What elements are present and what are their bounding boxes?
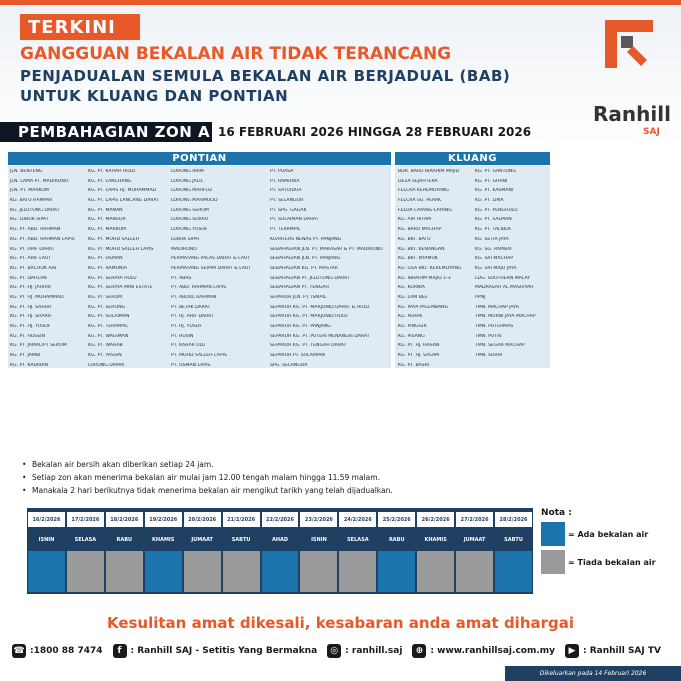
area-cell: KG. PISANG <box>398 333 425 339</box>
schedule-day <box>27 508 66 594</box>
area-column <box>88 169 159 372</box>
facebook-link[interactable] <box>113 644 318 658</box>
schedule-weekday: JUMAAT <box>184 530 221 549</box>
schedule-weekday: ISNIN <box>28 530 65 549</box>
schedule-date: 26/2/2026 <box>417 512 454 527</box>
area-cell: KG. PT. LAPIS HJ. MUHAMMAD <box>88 188 157 194</box>
area-cell: KG. PT. HJ. MUHAMMAD <box>10 294 64 300</box>
area-cell: PT. RAMUNIA <box>270 178 300 184</box>
logo-name: Ranhill <box>593 102 671 126</box>
schedule-date: 19/2/2026 <box>145 512 182 527</box>
area-cell: KG. AIR HITAM <box>398 217 432 223</box>
area-cell: KG. PT. SEROM <box>88 294 123 300</box>
area-cell: KG. PT. ABD. RAHMAN <box>10 227 61 233</box>
instagram-icon: ◎ <box>327 644 341 658</box>
legend <box>541 508 676 567</box>
area-cell: KG. PT. YASSIN <box>88 353 122 359</box>
note-item: • Bekalan air bersih akan diberikan setiap 24 jam. <box>22 458 582 471</box>
schedule-date: 17/2/2026 <box>67 512 104 527</box>
area-cell: KG. PT. HUSSIN <box>10 333 45 339</box>
terkini-badge: TERKINI <box>20 14 140 40</box>
facebook-icon: f <box>113 644 127 658</box>
schedule-day <box>144 508 183 594</box>
area-cell: KG. PT. LANCHANG <box>88 178 132 184</box>
no-supply-cell <box>417 551 454 592</box>
subtitle-line-1: PENJADUALAN SEMULA BEKALAN AIR BERJADUAL (BAB) <box>20 67 511 85</box>
area-cell: PT. OSMAN LAPIS <box>171 362 211 368</box>
area-cell: BDR. BARU IBRAHIM MAJID <box>398 169 460 174</box>
zone-dates: 16 FEBRUARI 2026 HINGGA 28 FEBRUARI 2026 <box>218 125 532 139</box>
kluang-header: KLUANG <box>395 152 550 165</box>
area-cell: KG. PT. BASRI <box>398 362 430 368</box>
area-cell: TMN. MURNI JAYA MACHAP <box>475 314 536 320</box>
schedule-day <box>222 508 261 594</box>
area-cell: KG. PT. MANSOR <box>88 217 126 223</box>
area-cell: KG. BARU MACHAP <box>398 227 442 233</box>
legend-no-supply <box>541 550 656 574</box>
area-cell: KG. KURNIA <box>398 285 425 291</box>
area-cell: PT. SPG. GAGAK <box>270 207 307 213</box>
schedule-weekday: SABTU <box>223 530 260 549</box>
area-cell: JLN. PT. MARKOM <box>10 188 49 194</box>
area-cell: KG. PT. MANAN <box>88 207 123 213</box>
ranhill-logo <box>593 20 671 138</box>
area-cell: SPG. SELANGOR <box>270 362 308 368</box>
area-cell: DESA SEJAHTERA <box>398 178 438 184</box>
area-cell: PT. SELANGOR <box>270 198 304 204</box>
area-cell: KG. PT. SERONG <box>88 304 126 310</box>
area-cell: PT. KAHAR ULU <box>171 343 206 349</box>
legend-no-supply-label: = Tiada bekalan air <box>568 557 656 567</box>
no-supply-cell <box>339 551 376 592</box>
area-cell: KG. PT. HJ. SAHUR <box>10 304 52 310</box>
area-cell: SEPARUH KG. PT. TENGAH DARAT <box>270 343 347 349</box>
area-cell: PT. HJ. YUSOF <box>171 324 203 329</box>
supply-cell <box>262 551 299 592</box>
logo-sub: SAJ <box>643 127 660 137</box>
area-cell: JLN. BENTENG <box>10 169 43 174</box>
area-cell: SEPARUH PT. SULAIMAN <box>270 353 325 359</box>
main-title: GANGGUAN BEKALAN AIR TIDAK TERANCANG <box>20 44 452 64</box>
area-cell: LORONG DAMAI <box>88 362 125 368</box>
area-cell: KG. BKT. NYAMUK <box>398 256 438 262</box>
schedule-weekday: KHAMIS <box>417 530 454 549</box>
area-cell: KG. PT. WAGIMAN <box>88 333 129 339</box>
area-cell: KG. PT. BACHOK A/B <box>10 265 57 271</box>
area-cell: KG. PT. SERAYA MINI ESTATE <box>88 285 153 291</box>
area-cell: KG. PT. SERAYA HULU <box>88 275 137 281</box>
area-cell: SEBAHAGIAN PT. TENGAH <box>270 285 329 291</box>
schedule-date: 18/2/2026 <box>106 512 143 527</box>
schedule-weekday: SELASA <box>67 530 104 549</box>
instagram-link[interactable] <box>327 644 402 658</box>
area-table <box>8 152 550 368</box>
area-cell: PT. BETAK DARAT <box>171 304 211 310</box>
globe-icon: ⊕ <box>412 644 426 658</box>
no-supply-cell <box>106 551 143 592</box>
area-cell: KG. PT. JAMBI <box>10 353 41 359</box>
area-cell: SEBAHAGIAN KG. PT. MASTAR <box>270 265 338 271</box>
phone-text: :1800 88 7474 <box>30 646 103 656</box>
instagram-text: : ranhill.saj <box>345 646 403 656</box>
area-cell: KG. PT. GHANI <box>475 178 508 184</box>
area-cell: KUARTERS NENAS PT. PANJANG <box>270 236 342 242</box>
area-cell: MADRASAH AL MASRIYAH <box>475 285 534 291</box>
subtitle-line-2: UNTUK KLUANG DAN PONTIAN <box>20 87 289 105</box>
area-cell: PT. PUASA <box>270 169 294 174</box>
area-cell: PPNJ <box>475 294 486 300</box>
area-cell: KG. LUBUK SIPAT <box>10 217 49 223</box>
contact-footer <box>0 638 681 664</box>
pontian-header: PONTIAN <box>8 152 391 165</box>
schedule-day <box>377 508 416 594</box>
youtube-icon: ▶ <box>565 644 579 658</box>
schedule-day <box>299 508 338 594</box>
area-cell: LUBUK SIPAT <box>171 236 201 242</box>
website-text: : www.ranhillsaj.com.my <box>430 646 555 656</box>
area-cell: FELCRA SG. PERAK <box>398 198 442 204</box>
area-cell: KG. PT. HJ. SALAM <box>398 353 440 359</box>
area-cell: TMN. SURIA <box>475 353 503 359</box>
schedule-date: 28/2/2026 <box>495 512 532 527</box>
area-cell: PT. ABD. RAHMAN LAPIS <box>171 285 227 291</box>
youtube-link[interactable] <box>565 644 661 658</box>
schedule-weekday: ISNIN <box>300 530 337 549</box>
schedule-day <box>416 508 455 594</box>
area-cell: MADIRONO <box>171 246 197 252</box>
area-cell: KG. PINGGIR <box>398 324 427 329</box>
schedule-weekday: RABU <box>378 530 415 549</box>
area-cell: TMN. SEGAR MACHAP <box>475 343 525 349</box>
pontian-area-list <box>8 166 391 368</box>
area-cell: KG. LAM BEE <box>398 294 428 300</box>
schedule-date: 21/2/2026 <box>223 512 260 527</box>
area-cell: KG. PT. SALMAN <box>475 217 512 223</box>
area-cell: SEPARUH KG. PT. MARJUNID HULU <box>270 314 348 320</box>
area-cell: KG. PT. PENGHULU <box>475 207 518 213</box>
schedule-day <box>66 508 105 594</box>
area-cell: KG. BKT. BATU <box>398 236 431 242</box>
schedule-weekday: SABTU <box>495 530 532 549</box>
area-cell: SEPARUH KG. PT. MARJUNID DARAT & HULU <box>270 304 370 310</box>
area-cell: KG. PT. HJ. YUSOF <box>10 324 51 329</box>
schedule-date: 20/2/2026 <box>184 512 221 527</box>
area-cell: KG. PT. HJ. SHARIF <box>10 314 52 320</box>
area-cell: KG. PT. GANTONG <box>475 169 516 174</box>
area-cell: JLN. LAMA PT. MADIRONO <box>10 178 69 184</box>
schedule-day <box>494 508 533 594</box>
facebook-text: : Ranhill SAJ - Setitis Yang Bermakna <box>130 646 318 656</box>
area-column <box>270 169 383 372</box>
schedule-date: 24/2/2026 <box>339 512 376 527</box>
schedule-weekday: AHAD <box>262 530 299 549</box>
area-cell: SEBAHAGIAN PT. JELUTONG DARAT <box>270 275 350 281</box>
area-cell: PT. HJ. ARIF DARAT <box>171 314 214 320</box>
area-cell: KG. PT. LAPIS LANCANG DARAT <box>88 198 159 204</box>
area-cell: KG. PT. ARIF LAUT <box>10 256 52 262</box>
area-cell: KG. SETIA JAYA <box>475 236 509 242</box>
schedule-date: 27/2/2026 <box>456 512 493 527</box>
zone-label: PEMBAHAGIAN ZON A <box>0 122 212 142</box>
kluang-area-list <box>395 166 550 368</box>
schedule-weekday: JUMAAT <box>456 530 493 549</box>
no-supply-cell <box>456 551 493 592</box>
area-cell: KG. JELUTONG DARAT <box>10 207 60 213</box>
website-link[interactable] <box>412 644 555 658</box>
area-cell: KG. PERAK <box>398 314 423 320</box>
area-cell: PERMATANG PALAS DARAT & LAUT <box>171 256 251 262</box>
schedule-day <box>338 508 377 594</box>
schedule-weekday: SELASA <box>339 530 376 549</box>
area-cell: KG. PT. MARKOM <box>88 227 127 233</box>
area-cell: KG. PT. OSMAN <box>88 256 123 262</box>
schedule-date: 23/2/2026 <box>300 512 337 527</box>
supply-cell <box>378 551 415 592</box>
area-cell: KG. PT. MOHD SALLEH LAPIS <box>88 246 154 252</box>
area-cell: SEBAHAGIAN JLN. PT. MAKASAR & PT. MADIRONO <box>270 246 383 252</box>
legend-title: Nota : <box>541 508 572 518</box>
area-cell: KG. PT. TALIBEK <box>475 227 512 233</box>
area-cell: KG. SG. RAMBAI <box>475 246 512 252</box>
schedule-day <box>261 508 300 594</box>
area-cell: KG. SRI MACHAP <box>475 256 514 262</box>
area-cell: FELCRA KEREMOYANG <box>398 188 449 194</box>
area-cell: KG. PT. SULAIMAN <box>88 314 130 320</box>
issued-date: Dikeluarkan pada 14 Februari 2026 <box>505 666 681 681</box>
area-cell: PT. ABAS <box>171 275 192 281</box>
area-cell: KG. BKT. KENANGAN <box>398 246 445 252</box>
area-cell: SEPARUH JLN. PT. ISMAIL <box>270 294 327 300</box>
legend-supply-label: = Ada bekalan air <box>568 529 649 539</box>
supply-cell <box>28 551 65 592</box>
area-cell: FELDA LAYANG-LAYANG <box>398 207 452 213</box>
supply-swatch <box>541 522 565 546</box>
area-column <box>10 169 75 372</box>
area-cell: LORONG MAHMOOD <box>171 198 218 204</box>
schedule-day <box>105 508 144 594</box>
area-cell: TMN. PUTERMAS <box>475 324 514 329</box>
area-cell: KG. BATU HAMPAR <box>10 198 53 204</box>
schedule-date: 22/2/2026 <box>262 512 299 527</box>
schedule-day <box>455 508 494 594</box>
area-cell: KG. PT. KASMANI <box>475 188 514 194</box>
area-column <box>398 169 462 372</box>
area-cell: LORONG SURAU <box>171 217 209 223</box>
area-cell: PERMATANG SEPAM DARAT & LAUT <box>171 265 252 271</box>
area-cell: KG. PT. JAMAL/PT SEROM <box>10 343 67 349</box>
area-cell: KG. PT. ABD. RAHMAN LAPIS <box>10 236 75 242</box>
area-cell: KG. PT. ARIF DARAT <box>10 246 55 252</box>
schedule-weekday: KHAMIS <box>145 530 182 549</box>
area-column <box>171 169 251 372</box>
area-cell: LDG. SOUTHERN MALAY <box>475 275 531 281</box>
area-cell: KG. PT. KADIRAN <box>10 362 48 368</box>
area-cell: SEBAHAGIAN JLN. PT. PANJANG <box>270 256 341 262</box>
area-cell: PT. TERAMPIL <box>270 227 301 233</box>
youtube-text: : Ranhill SAJ TV <box>583 646 661 656</box>
area-cell: LORONG SEROM <box>171 207 209 213</box>
area-cell: PT. ABDUL RAHMAN <box>171 294 217 300</box>
no-supply-cell <box>67 551 104 592</box>
schedule-date: 16/2/2026 <box>28 512 65 527</box>
area-cell: KG. PT. MOHD SALLEH <box>88 236 140 242</box>
area-cell: SEPARUH KG. PT. PUTERI MENANGIS DARAT <box>270 333 370 339</box>
area-cell: SEPARUH KG. PT. PANJANG <box>270 324 331 329</box>
ranhill-logo-mark-icon <box>605 20 653 68</box>
area-cell: KG. PT. DAHLAN <box>10 275 47 281</box>
note-item: • Manakala 2 hari berikutnya tidak menerima bekalan air mengikut tarikh yang telah dijadualkan. <box>22 484 582 497</box>
area-cell: PT. SULAIMAN DARAT <box>270 217 319 223</box>
legend-supply <box>541 522 648 546</box>
no-supply-cell <box>223 551 260 592</box>
area-cell: PT. SATU/DUA <box>270 188 302 194</box>
area-cell: KG. PT. WAHAB <box>88 343 123 349</box>
area-cell: KG. PT. LIMA <box>475 198 504 204</box>
area-cell: TMN. PUTRI <box>475 333 502 339</box>
area-cell: PT. MOHD SALLEH LAPIS <box>171 353 227 359</box>
supply-schedule <box>27 508 533 594</box>
schedule-date: 25/2/2026 <box>378 512 415 527</box>
phone-icon: ☎ <box>13 646 25 656</box>
slogan: Kesulitan amat dikesali, kesabaran anda amat dihargai <box>106 614 575 632</box>
note-item: • Setiap zon akan menerima bekalan air mulai jam 12.00 tengah malam hingga 11.59 malam. <box>22 471 582 484</box>
area-cell: LORONG IRAM <box>171 169 204 174</box>
area-column <box>475 169 536 363</box>
area-cell: KG. SRI MAJU JAYA <box>475 265 517 271</box>
area-cell: KG. IBRAHIM MAJID 1-3 <box>398 275 451 281</box>
area-cell: KG. PAYA PALEMBANG <box>398 304 449 310</box>
no-supply-cell <box>300 551 337 592</box>
supply-cell <box>495 551 532 592</box>
schedule-weekday: RABU <box>106 530 143 549</box>
area-cell: LORONG JALIL <box>171 178 204 184</box>
no-supply-swatch <box>541 550 565 574</box>
area-cell: KG. PT. HJ. HASAN <box>398 343 440 349</box>
area-cell: KG. PT. RAMUNIA <box>88 265 127 271</box>
phone-contact[interactable] <box>12 644 103 658</box>
supply-cell <box>145 551 182 592</box>
area-cell: PT. HUSIN <box>171 333 194 339</box>
area-cell: LORONG MAHFOZ <box>171 188 213 194</box>
area-cell: KG. GSA BKT. KEREMOYANG <box>398 265 462 271</box>
area-cell: TMN. MACHAP JAYA <box>475 304 519 310</box>
area-cell: KG. PT. HJ. JAUHIR <box>10 285 51 291</box>
area-cell: KG. PT. KAHAR HULU <box>88 169 136 174</box>
schedule-day <box>183 508 222 594</box>
no-supply-cell <box>184 551 221 592</box>
area-cell: LORONG YUSOF <box>171 227 208 233</box>
notes-list <box>22 458 582 497</box>
area-cell: KG. PT. TERAMPIL <box>88 324 128 329</box>
